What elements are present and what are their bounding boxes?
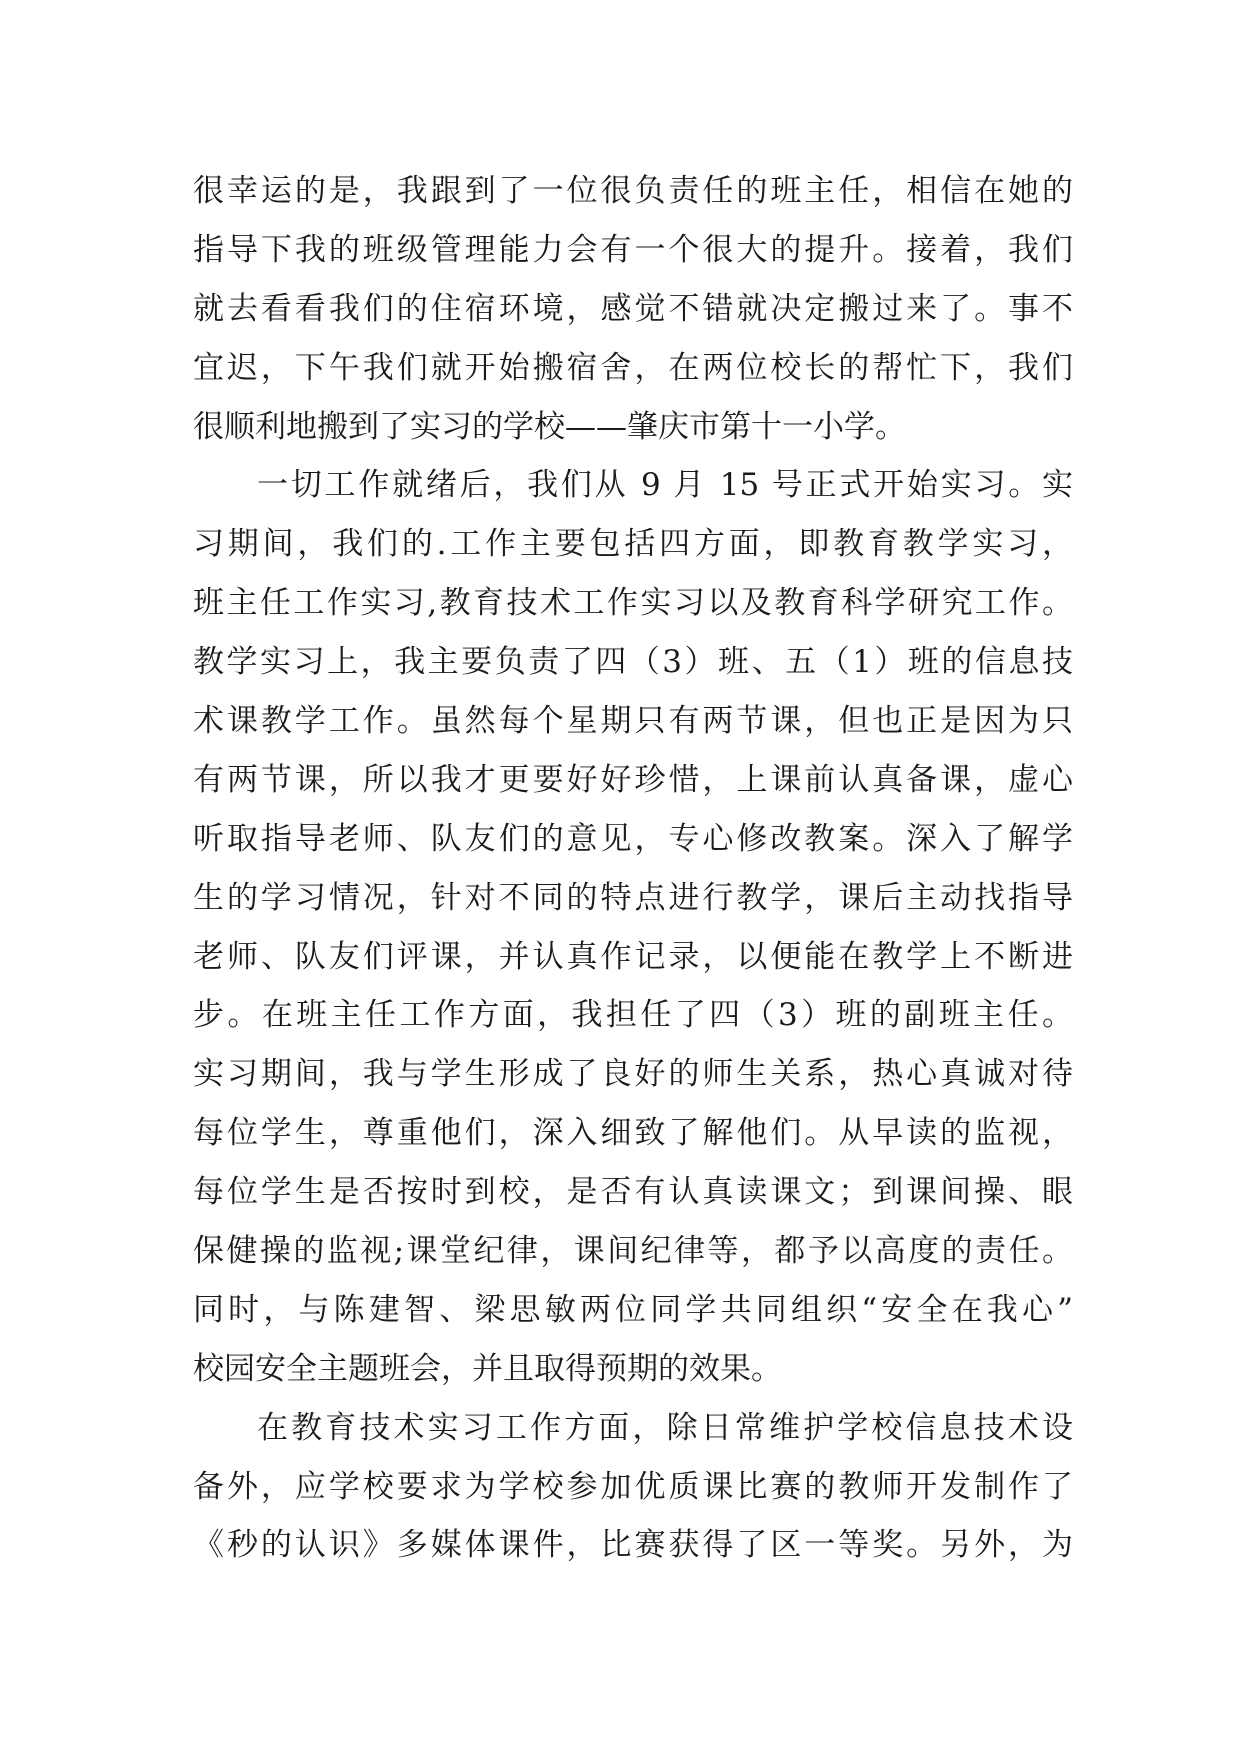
text-line: 就去看看我们的住宿环境，感觉不错就决定搬过来了。事不	[193, 290, 1073, 327]
text-line: 实习期间，我与学生形成了良好的师生关系，热心真诚对待	[193, 1056, 1073, 1093]
text-line: 很幸运的是，我跟到了一位很负责任的班主任，相信在她的	[193, 173, 1073, 209]
document-body	[193, 162, 1073, 1575]
text-line: 《秒的认识》多媒体课件，比赛获得了区一等奖。另外，为	[193, 1527, 1073, 1564]
text-line: 每位学生是否按时到校，是否有认真读课文；到课间操、眼	[193, 1174, 1073, 1211]
text-line: 老师、队友们评课，并认真作记录，以便能在教学上不断进	[193, 938, 1073, 975]
text-line: 在教育技术实习工作方面，除日常维护学校信息技术设	[257, 1409, 1073, 1446]
text-line: 备外，应学校要求为学校参加优质课比赛的教师开发制作了	[193, 1468, 1073, 1505]
text-line: 有两节课，所以我才更要好好珍惜，上课前认真备课，虚心	[193, 761, 1073, 798]
text-line: 保健操的监视;课堂纪律，课间纪律等，都予以高度的责任。	[193, 1233, 1073, 1270]
text-line: 宜迟，下午我们就开始搬宿舍，在两位校长的帮忙下，我们	[193, 349, 1073, 386]
text-line: 步。在班主任工作方面，我担任了四（3）班的副班主任。	[193, 997, 1073, 1034]
text-line: 习期间，我们的.工作主要包括四方面，即教育教学实习，	[193, 526, 1073, 563]
text-line: 班主任工作实习,教育技术工作实习以及教育科学研究工作。	[193, 585, 1073, 622]
text-line: 生的学习情况，针对不同的特点进行教学，课后主动找指导	[193, 879, 1073, 916]
text-line: 术课教学工作。虽然每个星期只有两节课，但也正是因为只	[193, 703, 1073, 740]
text-line: 听取指导老师、队友们的意见，专心修改教案。深入了解学	[193, 820, 1073, 857]
text-line: 教学实习上，我主要负责了四（3）班、五（1）班的信息技	[193, 644, 1073, 681]
text-line: 每位学生，尊重他们，深入细致了解他们。从早读的监视，	[193, 1115, 1073, 1152]
text-line: 指导下我的班级管理能力会有一个很大的提升。接着，我们	[193, 231, 1073, 268]
text-line: 很顺利地搬到了实习的学校——肇庆市第十一小学。	[193, 408, 906, 445]
text-line: 校园安全主题班会，并且取得预期的效果。	[193, 1350, 782, 1387]
text-line: 一切工作就绪后，我们从 9 月 15 号正式开始实习。实	[257, 467, 1073, 504]
text-line: 同时，与陈建智、梁思敏两位同学共同组织“安全在我心”	[193, 1291, 1073, 1328]
